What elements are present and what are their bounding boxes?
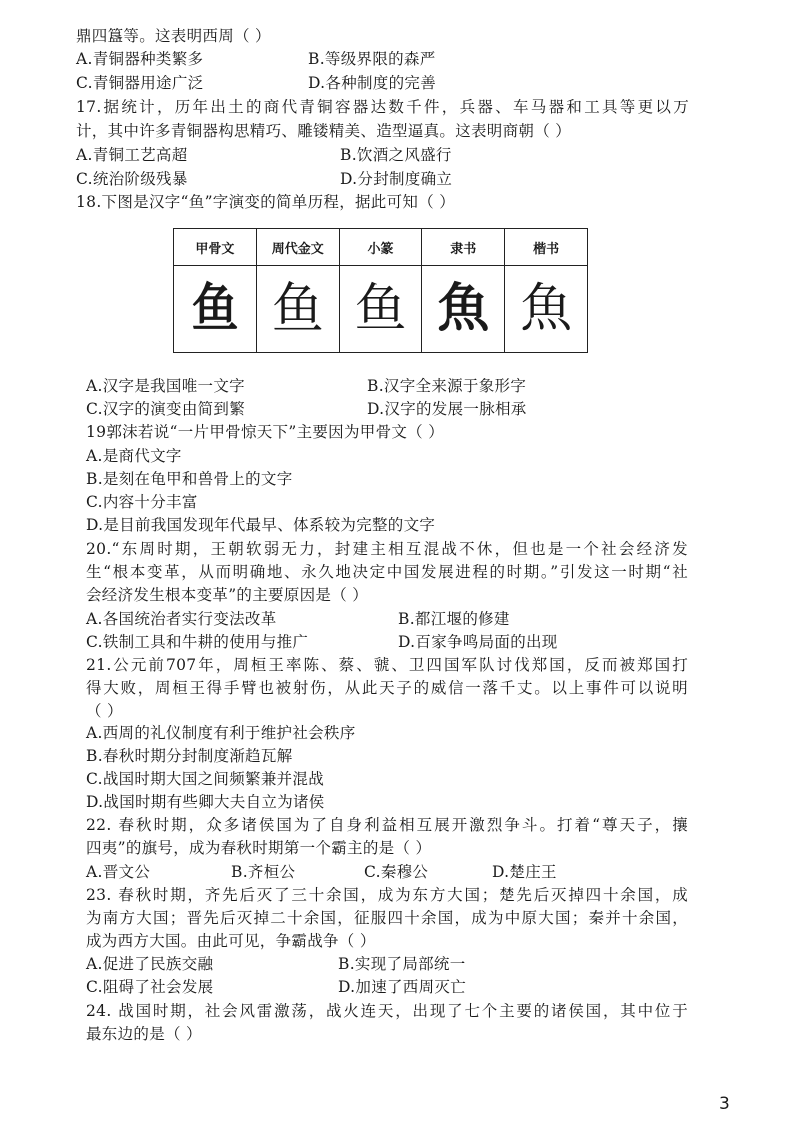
header-small-seal: 小篆 [339, 229, 422, 266]
q16-stem-tail: 鼎四簋等。这表明西周（ ） [76, 27, 271, 45]
q19-option-b: B.是刻在龟甲和兽骨上的文字 [86, 470, 293, 488]
q23-option-b: B.实现了局部统一 [338, 955, 466, 973]
q22-option-c: C.秦穆公 [364, 863, 429, 881]
q20-option-d: D.百家争鸣局面的出现 [398, 633, 558, 651]
q21-option-d: D.战国时期有些卿大夫自立为诸侯 [86, 793, 325, 811]
q23-option-a: A.促进了民族交融 [86, 955, 214, 973]
glyph-clerical: 魚 [437, 278, 490, 339]
glyph-cell-oracle-bone [174, 266, 257, 353]
q18-option-d: D.汉字的发展一脉相承 [367, 400, 527, 418]
q21-option-a: A.西周的礼仪制度有利于维护社会秩序 [86, 724, 356, 742]
fish-character-evolution-table [173, 228, 588, 353]
glyph-oracle-bone: 鱼 [191, 279, 239, 339]
glyph-regular: 魚 [520, 279, 573, 339]
q20-option-b: B.都江堰的修建 [398, 610, 510, 628]
q24-stem-line1: 24. 战国时期，社会风雷激荡，战火连天，出现了七个主要的诸侯国，其中位于 [86, 1002, 688, 1020]
q23-option-c: C.阻碍了社会发展 [86, 978, 214, 996]
q17-stem-line1: 17.据统计，历年出土的商代青铜容器达数千件，兵器、车马器和工具等更以万 [76, 98, 689, 116]
glyph-cell-regular [505, 266, 588, 353]
q16-option-a: A.青铜器种类繁多 [76, 50, 204, 68]
q19-option-c: C.内容十分丰富 [86, 493, 198, 511]
q16-option-c: C.青铜器用途广泛 [76, 74, 204, 92]
glyph-small-seal: 鱼 [354, 279, 407, 339]
q17-option-d: D.分封制度确立 [340, 170, 453, 188]
q19-stem: 19郭沫若说“一片甲骨惊天下”主要因为甲骨文（ ） [86, 423, 444, 441]
q17-option-c: C.统治阶级残暴 [76, 170, 188, 188]
q24-stem-line2: 最东边的是（ ） [86, 1025, 202, 1043]
q18-stem: 18.下图是汉字“鱼”字演变的简单历程，据此可知（ ） [76, 193, 456, 211]
q19-option-d: D.是目前我国发现年代最早、体系较为完整的文字 [86, 516, 436, 534]
q19-option-a: A.是商代文字 [86, 447, 182, 465]
q23-stem-line1: 23. 春秋时期，齐先后灭了三十余国，成为东方大国；楚先后灭掉四十余国，成 [86, 886, 688, 904]
q22-stem-line2: 四夷”的旗号，成为春秋时期第一个霸主的是（ ） [86, 839, 432, 857]
q18-option-c: C.汉字的演变由简到繁 [86, 400, 246, 418]
q21-option-c: C.战国时期大国之间频繁兼并混战 [86, 770, 325, 788]
header-regular: 楷书 [505, 229, 588, 266]
header-zhou-bronze: 周代金文 [256, 229, 339, 266]
q17-stem-line2: 计，其中许多青铜器构思精巧、雕镂精美、造型逼真。这表明商朝（ ） [76, 122, 572, 140]
q23-stem-line3: 成为西方大国。由此可见，争霸战争（ ） [86, 932, 376, 950]
q16-option-b: B.等级界限的森严 [308, 50, 436, 68]
q21-stem-line3: （ ） [86, 702, 123, 720]
q17-option-a: A.青铜工艺高超 [76, 146, 188, 164]
header-clerical: 隶书 [422, 229, 505, 266]
glyph-zhou-bronze: 鱼 [271, 277, 324, 341]
q21-stem-line2: 得大败，周桓王得手臂也被射伤，从此天子的威信一落千丈。以上事件可以说明 [86, 679, 688, 697]
q23-stem-line2: 为南方大国；晋先后灭掉二十余国，征服四十余国，成为中原大国；秦并十余国， [86, 909, 688, 927]
q16-option-d: D.各种制度的完善 [308, 74, 437, 92]
q23-option-d: D.加速了西周灭亡 [338, 978, 467, 996]
page-number: 3 [719, 1094, 730, 1114]
header-oracle-bone: 甲骨文 [174, 229, 257, 266]
q21-stem-line1: 21.公元前707年，周桓王率陈、蔡、虢、卫四国军队讨伐郑国，反而被郑国打 [86, 656, 688, 674]
q18-option-a: A.汉字是我国唯一文字 [86, 377, 245, 395]
glyph-cell-clerical [422, 266, 505, 353]
glyph-cell-zhou-bronze [256, 266, 339, 353]
q22-option-b: B.齐桓公 [231, 863, 296, 881]
q22-option-d: D.楚庄王 [492, 863, 557, 881]
q21-option-b: B.春秋时期分封制度渐趋瓦解 [86, 747, 293, 765]
q17-option-b: B.饮酒之风盛行 [340, 146, 452, 164]
q20-stem-line2: 生“根本变革，从而明确地、永久地决定中国发展进程的时期。”引发这一时期“社 [86, 563, 688, 581]
q22-stem-line1: 22. 春秋时期，众多诸侯国为了自身利益相互展开激烈争斗。打着“尊天子，攘 [86, 816, 688, 834]
q20-stem-line1: 20.“东周时期，王朝软弱无力，封建主相互混战不休，但也是一个社会经济发 [86, 540, 688, 558]
q20-stem-line3: 会经济发生根本变革”的主要原因是（ ） [86, 586, 369, 604]
q18-option-b: B.汉字全来源于象形字 [367, 377, 527, 395]
q22-option-a: A.晋文公 [86, 863, 151, 881]
q20-option-c: C.铁制工具和牛耕的使用与推广 [86, 633, 309, 651]
glyph-cell-small-seal [339, 266, 422, 353]
q20-option-a: A.各国统治者实行变法改革 [86, 610, 277, 628]
